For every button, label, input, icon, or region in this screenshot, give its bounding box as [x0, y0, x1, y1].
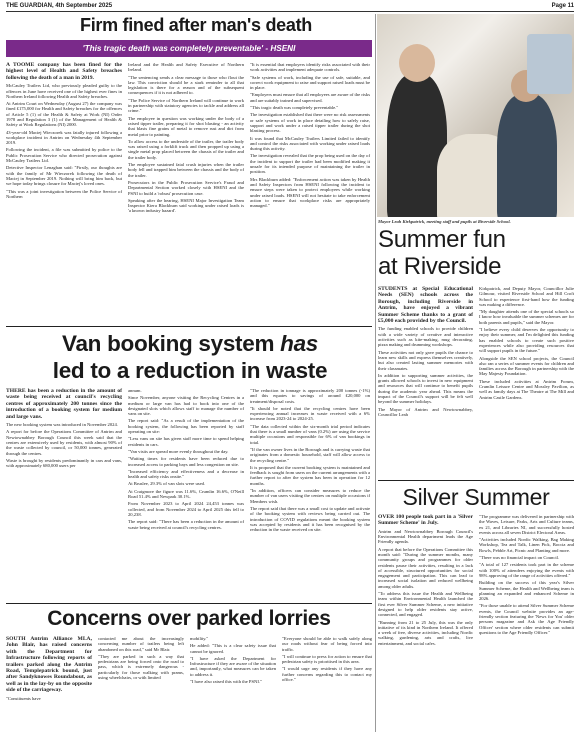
story3-headline-emphasis: has	[280, 331, 318, 356]
story5-col-4	[282, 636, 372, 684]
story2-col-1	[378, 286, 473, 419]
paragraph: "The sentencing sends a clear message to those who flout the law. This conviction should be a stark reminder to all that legislation is there for a reason and of the subsequent consequences if it is not adhered to.	[128, 74, 244, 96]
paragraph: A report that before the Operations Committee this month said: "During the summer months, many community groups and programmes for older residents pause their activities, resulting in a lack of accessible, structured opportunities for social engagement and participation. This can lead to increased social isolation and reduced wellbeing among older adults.	[378, 546, 473, 589]
paragraph: "It should be noted that the recycling centres have been experiencing annual increases in waste received with a 6% increase from 2023-24 to 2024-25.	[250, 405, 370, 422]
paragraph: "They are parked in such a way that pedestrians are being forced onto the road to pass, which is extremely dangerous - particularly for those walking with prams, using wheelchairs, or with limited	[98, 653, 184, 681]
paragraph: These activities not only gave pupils the chance to learn new skills and express themselves creatively, but also created lasting summer memories with their classmates.	[378, 349, 473, 371]
paragraph: "A total of 127 residents took part in the scheme with 100% of attendees enjoying the events with 98% approving of the range of activities offered."	[479, 562, 574, 578]
story4-col-2	[479, 514, 574, 637]
story4-headline: Silver Summer	[402, 484, 550, 510]
paragraph: "Van visits are spread more evenly throughout the day.	[128, 448, 229, 454]
story2-headline-line2: at Riverside	[378, 253, 502, 280]
paragraph: The Mayor of Antrim and Newtownabbey, Councillor Leah	[378, 406, 473, 417]
paragraph: "Less vans on site has given staff more time to spend helping residents in cars.	[128, 436, 244, 447]
paragraph: Building on the success of this year's Silver Summer Scheme, the Health and Wellbeing team is planning an expanded and enhanced Scheme in 2026.	[479, 580, 574, 602]
paragraph: "If the van owner lives in the Borough and is carrying waste that originates from a domestic household, staff will allow access to the recycling centre."	[250, 446, 370, 463]
paragraph: Antrim and Newtownabbey Borough Council's Environmental Health department leads the Age Friendly agenda.	[378, 528, 473, 545]
story3-col-1-body	[6, 422, 122, 468]
story5-col-2	[98, 636, 184, 682]
paragraph: "The reduction in tonnage is approximately 200 tonnes (-1%) and this equates to savings of around £20,000 on treatment/disposal costs.	[250, 388, 370, 404]
story3-headline-part1: Van booking system	[62, 331, 275, 356]
paragraph: "I have also raised this with the PSNI."	[190, 679, 262, 685]
paragraph: The report said that there was a small cost to update and activate of the booking system with reviews being carried out. The introduction of COVID regulations meant the booking system was accepted by residents and it has been recognised by the reduction in the waste received on site.	[250, 505, 370, 533]
paragraph: "Waiting times for residents have been reduced due to increased access to parking bays and less congestion on site.	[128, 456, 244, 467]
silver-divider	[378, 480, 574, 481]
paragraph: At Antrim Court on Wednesday (August 27) the company was fined £175,000 for Health and Safety breaches for the offences of Article 5 (1) of the Health & Safety at Work (NI) Order 1978 and Regulation 3 (1) of the Management of Health & Safety at Work Regulations (NI) 2000.	[6, 101, 122, 128]
paragraph: mobility."	[190, 636, 209, 641]
paragraph: At Craigmore the figure was 11.6%, Crumlin 16.6%, O'Neill Road 51.4% and Newpark 30.1%.	[128, 488, 244, 500]
story1-quote-banner: 'This tragic death was completely preventable' - HSENI	[6, 40, 372, 57]
paragraph: In addition to supporting summer activities, the grants allowed schools to invest in new equipment and resources that will continue to benefit pupils during the academic year ahead. This means the impact of the Council's support will be felt well beyond the summer holidays.	[378, 372, 473, 405]
paragraph: "My daughter attends one of the special schools so I know how invaluable the summer schemes are for both parents and pupils," said the Mayor.	[479, 309, 574, 325]
lorries-divider	[6, 603, 372, 604]
paragraph: "This was a joint investigation between the Police Service of Northern	[6, 188, 122, 199]
paragraph: Prosecutors in the Public Prosecution Service's Fraud and Departmental Section worked closely with HSENI and the PSNI to build a 'robust' prosecution case.	[128, 179, 244, 196]
riverside-photo	[377, 14, 574, 217]
masthead-date: THE GUARDIAN, 4th September 2025	[6, 3, 113, 9]
story2-col-2	[479, 286, 574, 402]
column-rule	[375, 14, 376, 732]
paragraph: contacted me about the increasingly concerning number of trailers being left abandoned on this road," said Mr Blair.	[98, 636, 184, 652]
story1-headline: Firm fined after man's death	[80, 15, 312, 35]
paragraph: "Increased efficiency and effectiveness and a decrease in health and safety risks onsite."	[128, 468, 244, 480]
story2-headline-line1: Summer fun	[378, 226, 506, 253]
story5-col-1	[6, 636, 92, 703]
masthead	[6, 3, 574, 12]
paragraph: From November 2023 to April 2024 24,453 tonnes was collected, and from November 2024 to April 2025 this fell to 20,238.	[128, 501, 244, 517]
paragraph: Mrs Blackburn added: "Enforcement action was taken by Health and Safety Inspectors from HSENI following the incident to ensure steps were taken to protect employees while working under raised loads. HSENI will not hesitate to take enforcement action to ensure that workplace risks are appropriately managed."	[250, 176, 370, 209]
story1-col-3	[250, 62, 370, 210]
story5-col-3	[190, 636, 276, 686]
story3-headline-line1	[20, 330, 360, 357]
page-number: Page 11	[551, 3, 574, 9]
paragraph: "In addition, officers can consider measures to reduce the number of van users visiting the centres on multiple occasions if Members wish.	[250, 488, 370, 504]
paragraph: "I believe every child deserves the opportunity to enjoy their summer, and I'm delighted this funding has enabled schools to create such positive experiences while also providing resources that will support pupils in the future."	[479, 327, 574, 354]
paragraph: "It is essential that employers identify risks associated with their work activities and implement adequate controls.	[250, 62, 370, 73]
paragraph: "There was no financial impact on Council.	[479, 555, 560, 561]
paragraph: Following the incident, a file was submitted by police to the Public Prosecution Service who directed prosecution against McCauley Trailers Ltd.	[6, 147, 122, 164]
paragraph: To allow access to the underside of the trailer, the trailer body was raised using a forklift truck and then propped up using a single metal prop placed between the chassis of the trailer and the trailer body.	[128, 138, 244, 160]
paragraph: "To address this issue the Health and Wellbeing team within Environmental Health launched the first ever Silver Summer Scheme, a new initiative designed to help older residents stay active, connected, and engaged.	[378, 591, 473, 618]
paragraph: Waste is brought by residents predominantly in cars and vans, with approximately 680,000 users per	[6, 457, 122, 469]
story1-col-1	[6, 62, 122, 201]
photo-background-window	[527, 34, 572, 94]
paragraph: "Everyone should be able to walk safely along our roads without fear of being forced into traffic.	[282, 636, 372, 652]
paragraph: It is proposed that the current booking system is maintained and feedback is sought from users on the current arrangements with a further report to after the system has been in operation for 12 months.	[250, 464, 370, 486]
paragraph: The report said: "As a result of the implementation of the booking system, the following has been reported by staff operating on site:	[128, 418, 244, 435]
story3-col-1	[6, 388, 122, 470]
paragraph: The report said: "There has been a reduction in the amount of waste being received at council's recycling centres.	[128, 519, 244, 530]
riverside-photo-caption: Mayor Leah Kirkpatrick, meeting staff and pupils at Riverside School.	[378, 219, 511, 224]
paragraph: OVER 100 people took part in a 'Silver Summer Scheme' in July.	[378, 514, 473, 527]
photo-figure-head	[399, 44, 435, 82]
paragraph: 43-year-old Maciej Wieczorek was fatally injured following a workplace incident in Antrim on Wednesday 4th September 2019.	[6, 129, 122, 146]
paragraph: "I have asked the Department for Infrastructure if they are aware of the situation and, importantly, what measures can be taken to address it.	[190, 655, 276, 677]
paragraph: Speaking after the hearing, HSENI Major Investigation Team Inspector Kiera Blackburn said working under raised loads is 'a known industry hazard'.	[128, 197, 244, 214]
story3-col-3	[250, 388, 370, 534]
story4-col-1	[378, 514, 473, 648]
story3-headline-line2: led to a reduction in waste	[52, 358, 328, 383]
section-divider	[6, 326, 372, 327]
paragraph: Alongside the SEN school projects, the Council also ran a series of summer events for children and families across the Borough in partnership with the May Majesty Foundation.	[479, 355, 574, 377]
paragraph: "Safe systems of work, including the use of safe, suitable, and correct work equipment to raise and support raised loads must be in place.	[250, 74, 370, 91]
paragraph: "Running from 21 to 25 July, this was the only initiative of its kind in Northern Ireland. It offered a week of free, diverse activities, including Nordic walking, gardening, arts and crafts, live entertainment, and social cafes.	[378, 619, 473, 646]
paragraph: "Activities included Nordic Walking, Bag Making Workshop, Tea and Talk, Linen Pick, Boccia and Bowls, Pebble Art, Picnic and Planting and more.	[479, 537, 574, 553]
paragraph: STUDENTS at Special Educational Needs (SEN) schools across the Borough, including Riverside in Antrim, have enjoyed a vibrant Summer Scheme thanks to a grant of £5,000 each provided by the Council.	[378, 286, 473, 325]
paragraph: A TOOME company has been fined for the highest level of Health and Safety breaches following the death of a man in 2019.	[6, 62, 122, 81]
paragraph: "Employers must ensure that all employees are aware of the risks and are suitably trained and supervised.	[250, 92, 370, 103]
paragraph: The employee sustained fatal crush injuries when the trailer body fell and trapped him between the chassis and the body of the trailer.	[128, 162, 244, 178]
paragraph: The employee in question was working under the body of a raised tipper trailer, preparing it for shot blasting - an activity that blasts fine grains of metal to remove rust and dirt from metal prior to painting.	[128, 115, 244, 137]
story2-headline	[378, 226, 574, 280]
paragraph: Kirkpatrick, and Deputy Mayor, Councillor Julie Gilmour, visited Riverside School and Hill Croft School to experience first-hand how the funding was making a difference.	[479, 286, 574, 307]
paragraph: "I would urge any residents if they have any further concerns regarding this to contact my office."	[282, 666, 372, 683]
paragraph: "The programme was delivered in partnership with the Waves, Leisure, Parks, Arts and Culture teams, ex 21, and Libraries NI, and successfully hosted events across all seven District Electoral Areas.	[479, 514, 574, 535]
paragraph: McCauley Trailers Ltd, who previously pleaded guilty to the offences in June have received one of the highest ever fines in Northern Ireland following Health and Safety breaches.	[6, 83, 122, 99]
paragraph: annum.	[128, 388, 142, 393]
paragraph: These included activities at Antrim Forum, Crumlin Leisure Centre and Mossley Pavilion, as well as family days at The Theatre at The Mill and Antrim Castle Gardens.	[479, 378, 574, 400]
story5-headline: Concerns over parked lorries	[47, 607, 331, 630]
paragraph: "For those unable to attend Silver Summer Scheme events, the Council website provides an age-friendly section featuring the 'News for You' older persons magazine and Ask the Age Friendly Officer' section where older residents can submit questions to the Age Friendly Officer."	[479, 603, 574, 635]
paragraph: Ireland and the Health and Safety Executive of Northern Ireland.	[128, 62, 244, 73]
paragraph: The investigation established that there were no risk assessments or safe systems of work in place detailing how to safely raise, support and work under a raised tipper trailer during the shot blasting process.	[250, 112, 370, 134]
story1-col-2	[128, 62, 244, 216]
paragraph: He added: "This is a clear safety issue that cannot be ignored.	[190, 643, 276, 654]
paragraph: "This tragic death was completely preventable."	[250, 105, 339, 111]
paragraph: "The data collected within the six-month trial period indicates that there is a small number of vans (0.2%) are using the service multiple occasions and responsible for 6% of van bookings in total.	[250, 423, 370, 445]
paragraph: The new booking system was introduced in November 2024.	[6, 422, 118, 428]
paragraph: The investigation revealed that the prop being used on the day of the incident to support the trailer had been modified making it unsafe for its intended purpose of maintaining the trailer in position.	[250, 153, 370, 175]
paragraph: "I will continue to press for action to ensure that pedestrian safety is prioritised in this area.	[282, 653, 372, 665]
paragraph: It was found that McCauley Trailers Limited failed to identify and control the risks associated with working under raised loads during this activity.	[250, 135, 370, 152]
paragraph: At Bruslee, 29.3% of van slots were used.	[128, 481, 206, 487]
paragraph: Since November, anyone visiting the Recycling Centres in a medium or large van has had to book into one of the designated slots which allows staff to manage the number of vans on site.	[128, 395, 244, 417]
paragraph: The funding enabled schools to provide children with a wide variety of creative and interactive activities such as kite-making, mug decorating, pizza making and drumming workshops.	[378, 326, 473, 348]
photo-figure-pupil	[497, 94, 557, 217]
story3-headline	[20, 330, 360, 384]
paragraph: Detective Inspector Lenaghan said: "Firstly, our thoughts are with the family of Mr Wieczorek following the death of Maciej in September 2019. Nothing will bring him back, but we hope today brings closure for Maciej's loved ones.	[6, 165, 122, 187]
paragraph: SOUTH Antrim Alliance MLA, John Blair, has raised concerns with the Department for Infrastructure following reports of trailers parked along the Antrim Road, Templepatrick bound, just after Sandyknowes Roundabout, as well as in the lay-by on the opposite side of the carriageway.	[6, 636, 92, 694]
paragraph: "Constituents have	[6, 695, 41, 701]
paragraph: A report for before the Operations Committee of Antrim and Newtownabbey Borough Council this week said that the centres are extensively used by residents, with almost 90% of the waste collected by council, or 50,000 tonnes, generated through the centres.	[6, 429, 122, 456]
paragraph: "The Police Service of Northern Ireland will continue to work in partnership with statutory agencies to tackle and address all crime."	[128, 97, 244, 114]
story3-lead: THERE has been a reduction in the amount of waste being received at council's recycling centres of approximately 200 tonnes since the introduction of a booking system for medium and large vans.	[6, 388, 122, 420]
story3-col-2	[128, 388, 244, 532]
